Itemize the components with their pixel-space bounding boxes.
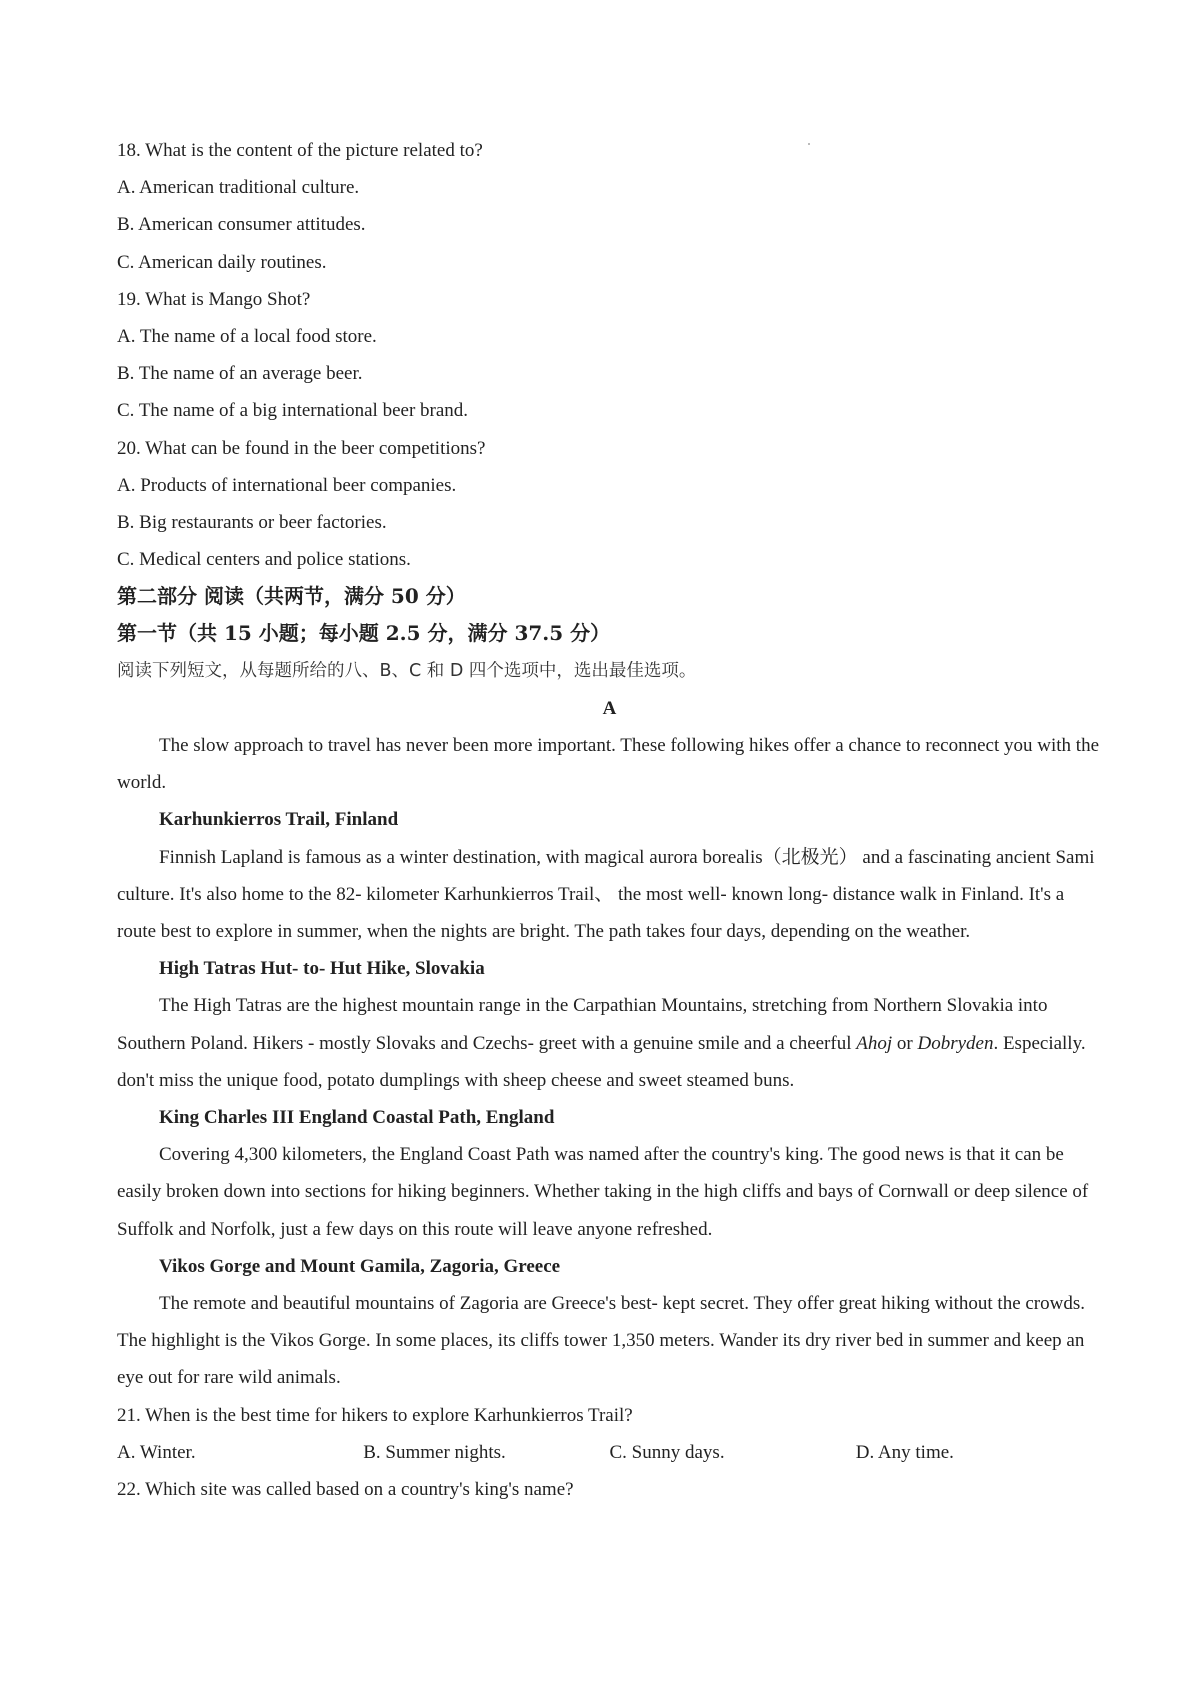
high-tatras-text-end: . Especially. don't miss the unique food, potato dumplings with sheep cheese and sweet steamed buns. [117,1032,1086,1091]
question-21-option-b: B. Summer nights. [363,1441,506,1463]
reading-instruction: 阅读下列短文，从每题所给的八、B、C 和 D 四个选项中，选出最佳选项。 [117,660,697,681]
question-21-stem: 21. When is the best time for hikers to explore Karhunkierros Trail? [117,1404,633,1426]
question-21-option-a: A. Winter. [117,1441,196,1463]
question-19-option-a: A. The name of a local food store. [117,325,377,347]
question-20-option-c: C. Medical centers and police stations. [117,549,411,571]
question-19-option-b: B. The name of an average beer. [117,363,363,385]
trail-title-karhunkierros: Karhunkierros Trail, Finland [159,809,399,831]
question-18-option-b: B. American consumer attitudes. [117,214,366,236]
trail-title-king-charles: King Charles III England Coastal Path, England [159,1107,555,1128]
high-tatras-text-start: The High Tatras are the highest mountain range in the Carpathian Mountains, stretching from Northern Slovakia into Southern Poland. Hikers - mostly Slovaks and Czechs- greet with a genuine smile and a cheerful [117,995,1048,1054]
passage-label: A [602,697,617,719]
question-19-option-c: C. The name of a big international beer brand. [117,400,469,422]
question-18-option-a: A. American traditional culture. [117,177,360,199]
greeting-dobryden: Dobryden [917,1032,994,1054]
trail-text-king-charles: Covering 4,300 kilometers, the England Coast Path was named after the country's king. The good news is that it can be easily broken down into sections for hiking beginners. Whether taking in the high cliffs and bays of Cornwall or deep silence of Suffolk and Norfolk, just a few days on this route will leave anyone refreshed. [117,1144,1089,1240]
question-21-option-d: D. Any time. [855,1441,954,1463]
question-20-stem: 20. What can be found in the beer competitions? [117,437,486,459]
trail-text-vikos-gorge: The remote and beautiful mountains of Zagoria are Greece's best- kept secret. They offer great hiking without the crowds. The highlight is the Vikos Gorge. In some places, its cliffs tower 1,350 meters. Wander its dry river bed in summer and keep an eye out for rare wild animals. [117,1292,1085,1389]
trail-text-karhunkierros: Finnish Lapland is famous as a winter destination, with magical aurora borealis（北极光） and a fascinating ancient Sami culture. It's also home to the 82- kilometer Karhunkierros Trail、 the most well- known long- distance walk in Finland. It's a route best to explore in summer, when the nights are bright. The path takes four days, depending on the weather. [117,846,1095,942]
trail-title-high-tatras: High Tatras Hut- to- Hut Hike, Slovakia [159,958,485,980]
question-19-stem: 19. What is Mango Shot? [117,288,311,310]
greeting-or: or [892,1032,918,1054]
passage-intro: The slow approach to travel has never been more important. These following hikes offer a chance to reconnect you with the world. [117,735,1099,794]
exam-page [117,132,1102,1508]
question-21-option-c: C. Sunny days. [609,1441,725,1463]
question-18-stem: 18. What is the content of the picture related to? [117,140,483,161]
question-20-option-a: A. Products of international beer companies. [117,474,457,496]
section-one-heading: 第一节（共 15 小题；每小题 2.5 分，满分 37.5 分） [117,621,611,646]
question-18-option-c: C. American daily routines. [117,251,327,273]
trail-text-high-tatras [117,987,1102,1099]
question-20-option-b: B. Big restaurants or beer factories. [117,511,387,533]
trail-title-vikos-gorge: Vikos Gorge and Mount Gamila, Zagoria, Greece [159,1255,561,1277]
question-22-stem: 22. Which site was called based on a country's king's name? [117,1478,574,1500]
part-two-heading: 第二部分 阅读（共两节，满分 50 分） [117,584,466,609]
greeting-ahoj: Ahoj [856,1032,893,1054]
question-21-options [117,1434,1102,1471]
